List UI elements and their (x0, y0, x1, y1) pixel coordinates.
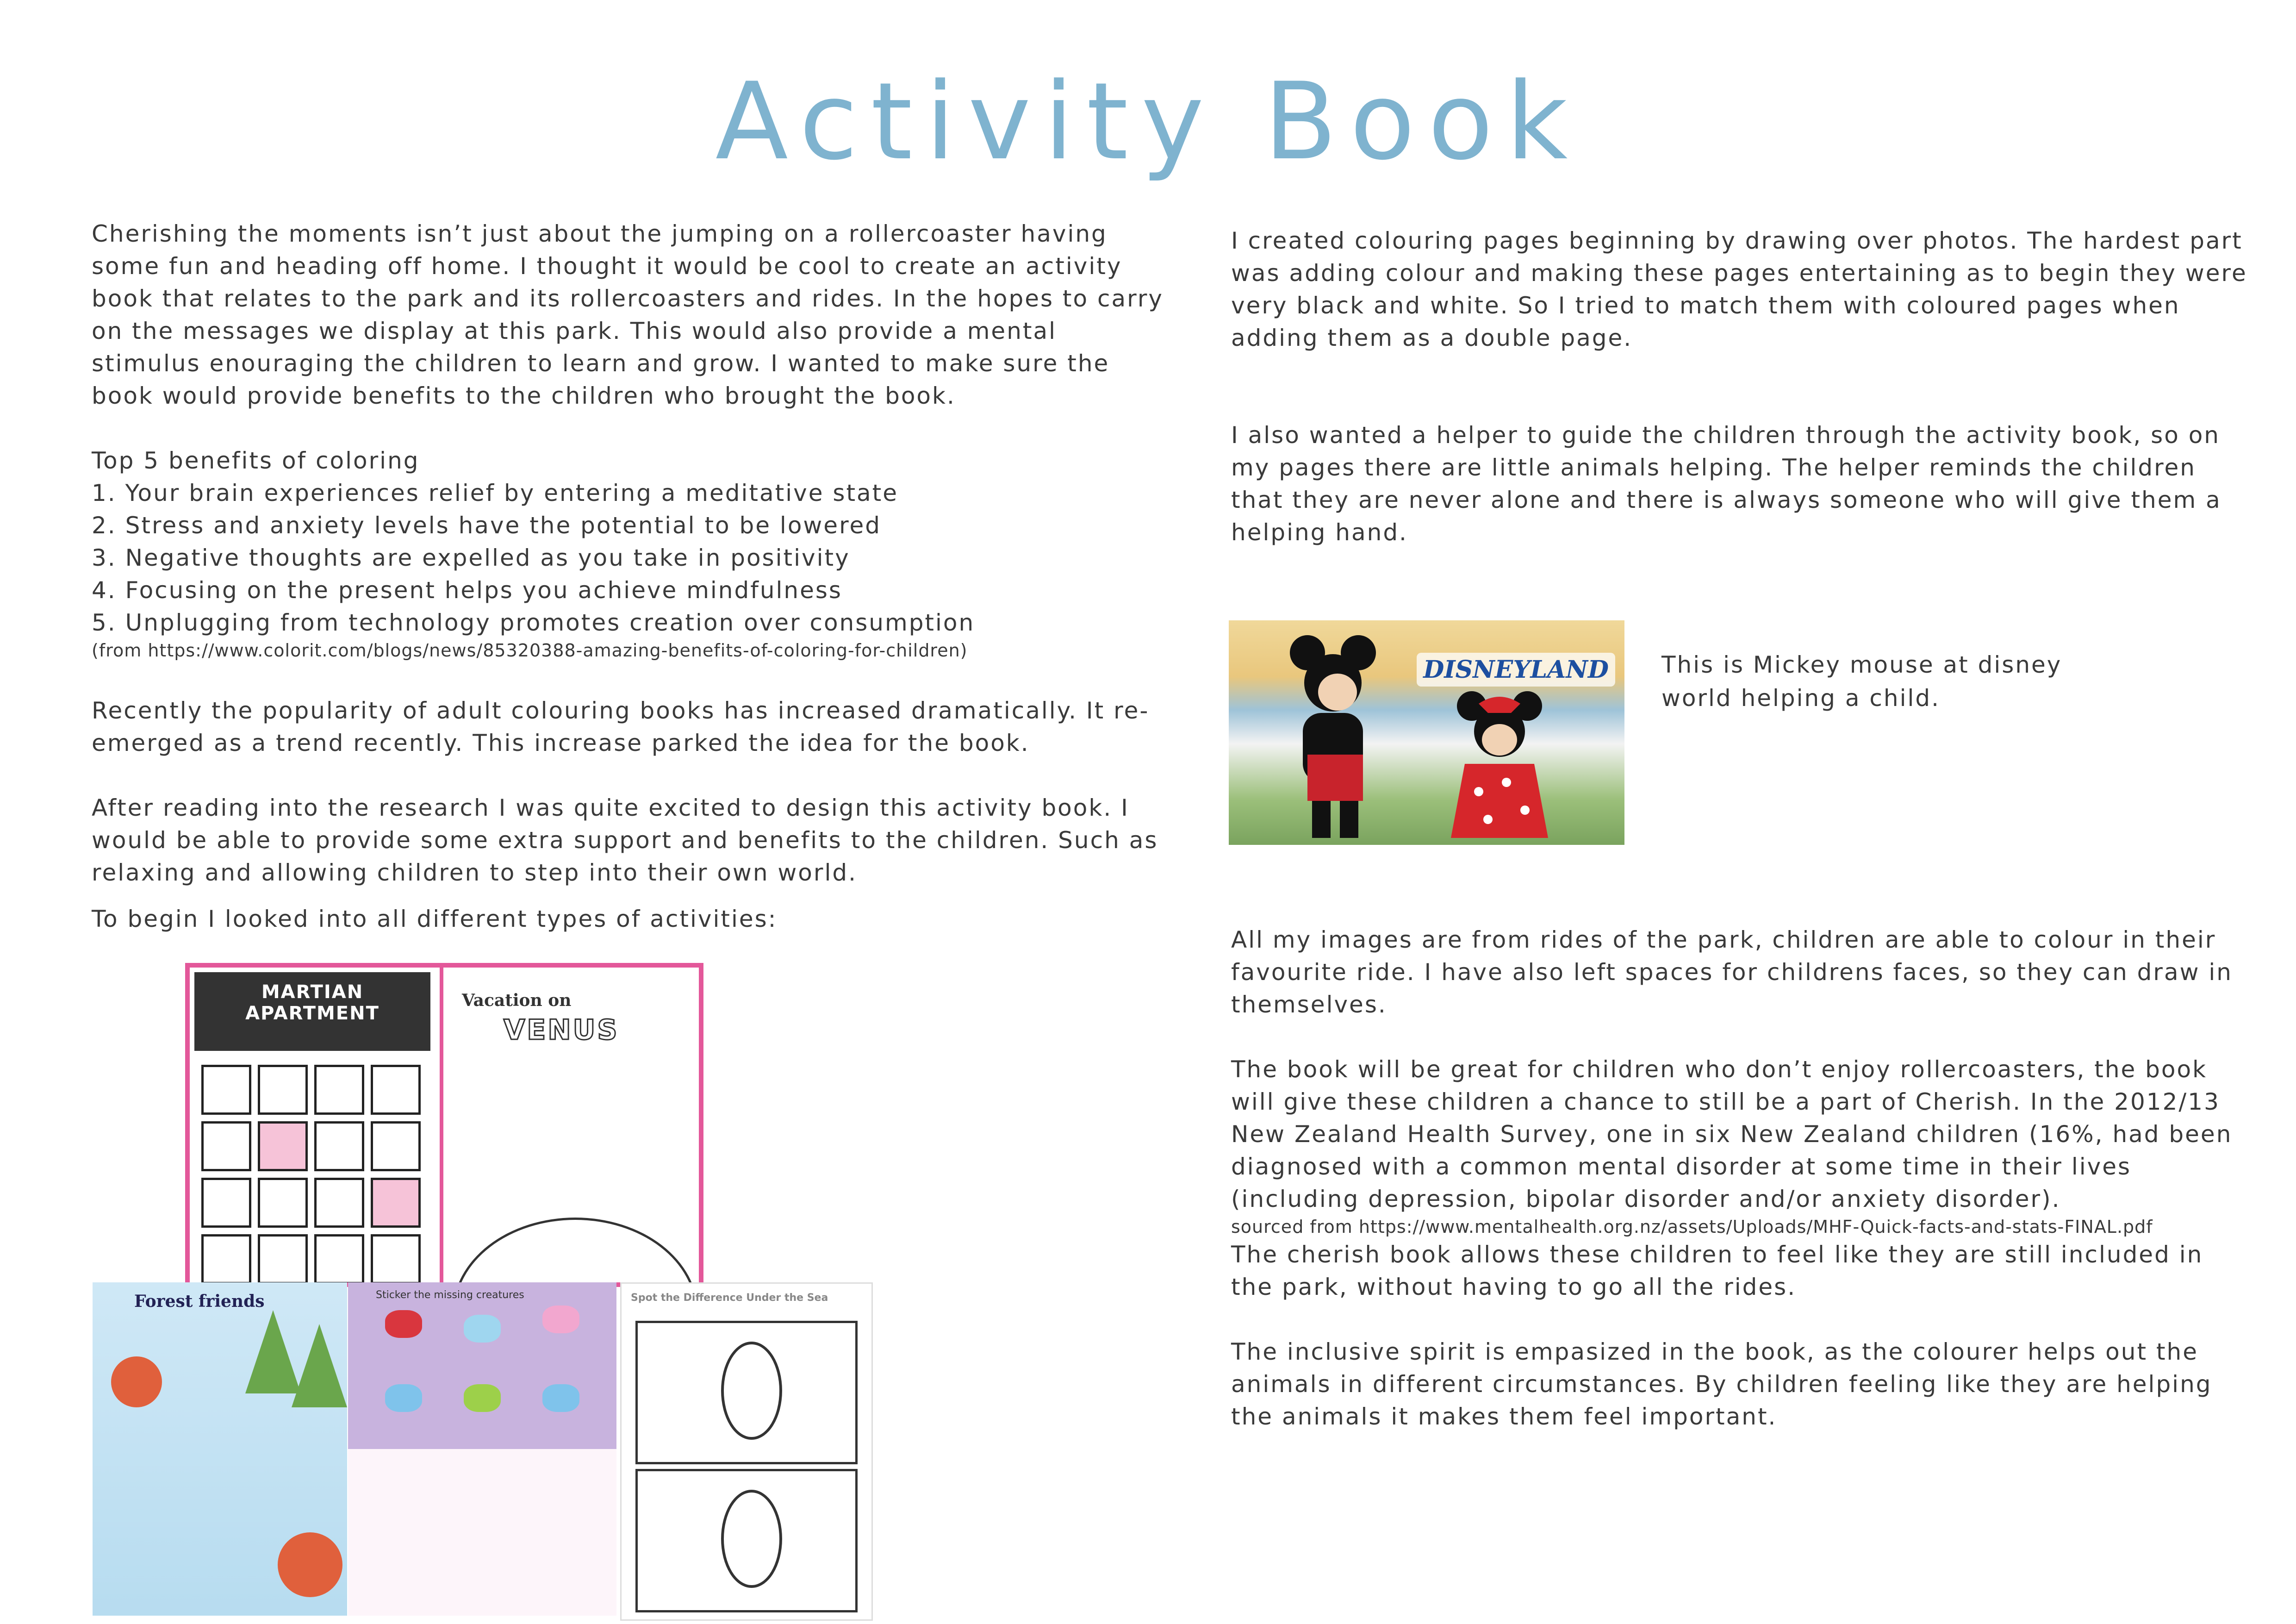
minnie-figure (1446, 690, 1553, 838)
research-paragraph: After reading into the research I was quite excited to design this activity book. I would be able to provide some extra support and benefits to the children. Such as relaxing and allowing children to step into their own world. (92, 794, 1158, 886)
sea-picture (635, 1321, 858, 1464)
frog-icon (464, 1384, 501, 1412)
spot-difference-sheet (620, 1282, 873, 1621)
list-item: 5. Unplugging from technology promotes creation over consumption (92, 609, 975, 636)
sheet-title: Forest friends (134, 1292, 265, 1311)
disneyland-logo: DISNEYLAND (1417, 653, 1615, 687)
spirit-paragraph: The inclusive spirit is empasized in the book, as the colourer helps out the animals in different circumstances. By children feeling like they are helping the animals it makes them feel important. (1231, 1338, 2212, 1430)
list-item: 3. Negative thoughts are expelled as you take in positivity (92, 544, 850, 571)
tree-icon (292, 1324, 347, 1407)
butterfly-icon (542, 1305, 579, 1333)
forest-friends-sheet (93, 1282, 347, 1616)
squirrel-icon (111, 1356, 162, 1407)
page-title: Activity Book (715, 60, 1581, 184)
rides-paragraph: All my images are from rides of the park, children are able to colour in their favourite ride. I have also left spaces for childrens faces, so they can draw in themselves. (1231, 926, 2233, 1018)
right-column (1231, 225, 2249, 549)
photo-caption: This is Mickey mouse at disney world helping a child. (1661, 651, 2062, 712)
list-item: 4. Focusing on the present helps you achieve mindfulness (92, 577, 842, 604)
missing-stickers-sheet (348, 1449, 616, 1616)
vacation-label: Vacation on (462, 991, 572, 1010)
apartment-grid (201, 1065, 428, 1284)
colouring-paragraph: I created colouring pages beginning by drawing over photos. The hardest part was adding colour and making these pages entertaining as to begin they were very black and white. So I tried to match them with coloured pages when adding them as a double page. (1231, 227, 2247, 351)
planet-outline (453, 1218, 698, 1287)
mickey-photo (1229, 620, 1624, 845)
benefits-list-title: Top 5 benefits of coloring (92, 447, 420, 474)
left-column (92, 218, 1170, 935)
inclusion-paragraph: The book will be great for children who don’t enjoy rollercoasters, the book will give these children a chance to still be a part of Cherish. In the 2012/13 New Zealand Health Survey, one in six New Zealand children (16%, had been diagnosed with a common mental disorder at some time in their lives (including depression, bipolar disorder and/or anxiety disorder). (1231, 1056, 2233, 1212)
activities-intro: To begin I looked into all different types of activities: (92, 906, 778, 932)
squirrel-icon (278, 1532, 342, 1597)
list-item: 2. Stress and anxiety levels have the potential to be lowered (92, 512, 882, 539)
mickey-figure (1280, 634, 1381, 838)
sheet-title: Spot the Difference Under the Sea (631, 1292, 828, 1304)
sheet-title: Sticker the missing creatures (376, 1289, 524, 1301)
benefits-source: (from https://www.colorit.com/blogs/news/85320388-amazing-benefits-of-coloring-for-children) (92, 640, 968, 661)
venus-label: VENUS (504, 1014, 619, 1046)
sticker-creatures-sheet (348, 1282, 616, 1449)
intro-paragraph: Cherishing the moments isn’t just about the jumping on a rollercoaster having some fun and heading off home. I thought it would be cool to create an activity book that relates to the park and its rollercoasters and rides. In the hopes to carry on the messages we display at this park. This would also provide a mental stimulus enouraging the children to learn and grow. I wanted to make sure the book would provide benefits to the children who brought the book. (92, 220, 1164, 409)
list-item: 1. Your brain experiences relief by entering a meditative state (92, 480, 899, 506)
sheet-header: MARTIAN APARTMENT (245, 981, 380, 1024)
survey-source: sourced from https://www.mentalhealth.org.nz/assets/Uploads/MHF-Quick-facts-and-stats-FINAL.pdf (1231, 1217, 2153, 1237)
included-paragraph: The cherish book allows these children to feel like they are still included in the park, without having to go all the rides. (1231, 1241, 2203, 1300)
benefits-list (92, 444, 1170, 662)
sea-picture (635, 1469, 858, 1612)
bee-icon (385, 1384, 422, 1412)
trend-paragraph: Recently the popularity of adult colouring books has increased dramatically. It re-emerged as a trend recently. This increase parked the idea for the book. (92, 697, 1150, 756)
ladybird-icon (385, 1310, 422, 1338)
helper-paragraph: I also wanted a helper to guide the children through the activity book, so on my pages there are little animals helping. The helper reminds the children that they are never alone and there is always someone who will give them a helping hand. (1231, 422, 2221, 546)
hedgehog-icon (542, 1384, 579, 1412)
worm-icon (464, 1315, 501, 1343)
right-column-lower (1231, 924, 2249, 1433)
martian-apartment-sheet (185, 963, 703, 1287)
